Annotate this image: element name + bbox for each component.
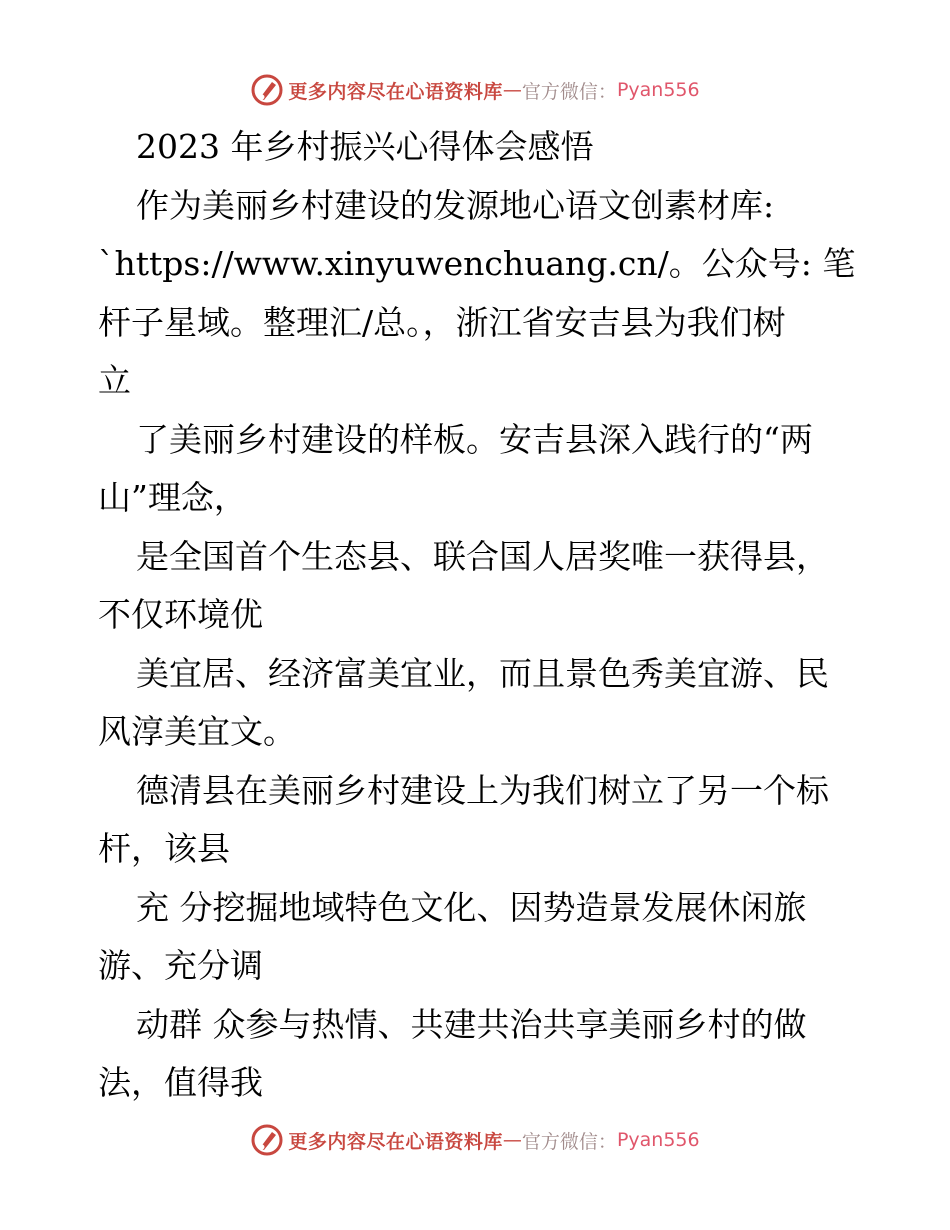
- document-line: 作为美丽乡村建设的发源地心语文创素材库:: [136, 185, 775, 225]
- watermark-wechat-id: Pyan556: [616, 79, 700, 101]
- pen-logo-icon: [250, 73, 284, 107]
- watermark-dash: —: [502, 79, 522, 101]
- document-line: 2023 年乡村振兴心得体会感悟: [136, 127, 594, 166]
- header-watermark: [0, 70, 950, 110]
- document-body: [98, 118, 878, 1113]
- document-line: 杆子星域。整理汇/总。，浙江省安吉县为我们树: [98, 302, 786, 342]
- document-line: 风淳美宜文。: [98, 712, 296, 751]
- document-line: 动群 众参与热情、共建共治共享美丽乡村的做: [136, 1004, 807, 1044]
- document-line: 是全国首个生态县、联合国人居奖唯一获得县，: [136, 536, 829, 576]
- document-line: 立: [98, 361, 131, 400]
- watermark-wechat-label: 官方微信：: [521, 1130, 617, 1153]
- pen-logo-icon: [250, 1123, 284, 1157]
- document-line: 了美丽乡村建设的样板。安吉县深入践行的“两: [136, 419, 813, 459]
- watermark-wechat-label: 官方微信：: [521, 80, 617, 103]
- watermark-text: 更多内容尽在心语资料库: [288, 80, 503, 103]
- watermark-text: 更多内容尽在心语资料库: [288, 1130, 503, 1153]
- watermark-dash: —: [502, 1129, 522, 1151]
- document-line: 德清县在美丽乡村建设上为我们树立了另一个标: [136, 770, 829, 810]
- document-line: 不仅环境优: [98, 595, 263, 634]
- document-line: `https://www.xinyuwenchuang.cn/。公众号: 笔: [98, 244, 856, 283]
- document-line: 杆，该县: [98, 829, 230, 868]
- document-line: 山”理念，: [98, 478, 247, 517]
- document-line: 游、充分调: [98, 946, 263, 985]
- document-line: 充 分挖掘地域特色文化、因势造景发展休闲旅: [136, 887, 807, 927]
- document-line: 法，值得我: [98, 1063, 263, 1102]
- document-line: 美宜居、经济富美宜业，而且景色秀美宜游、民: [136, 653, 829, 693]
- watermark-wechat-id: Pyan556: [616, 1129, 700, 1151]
- footer-watermark: [0, 1120, 950, 1160]
